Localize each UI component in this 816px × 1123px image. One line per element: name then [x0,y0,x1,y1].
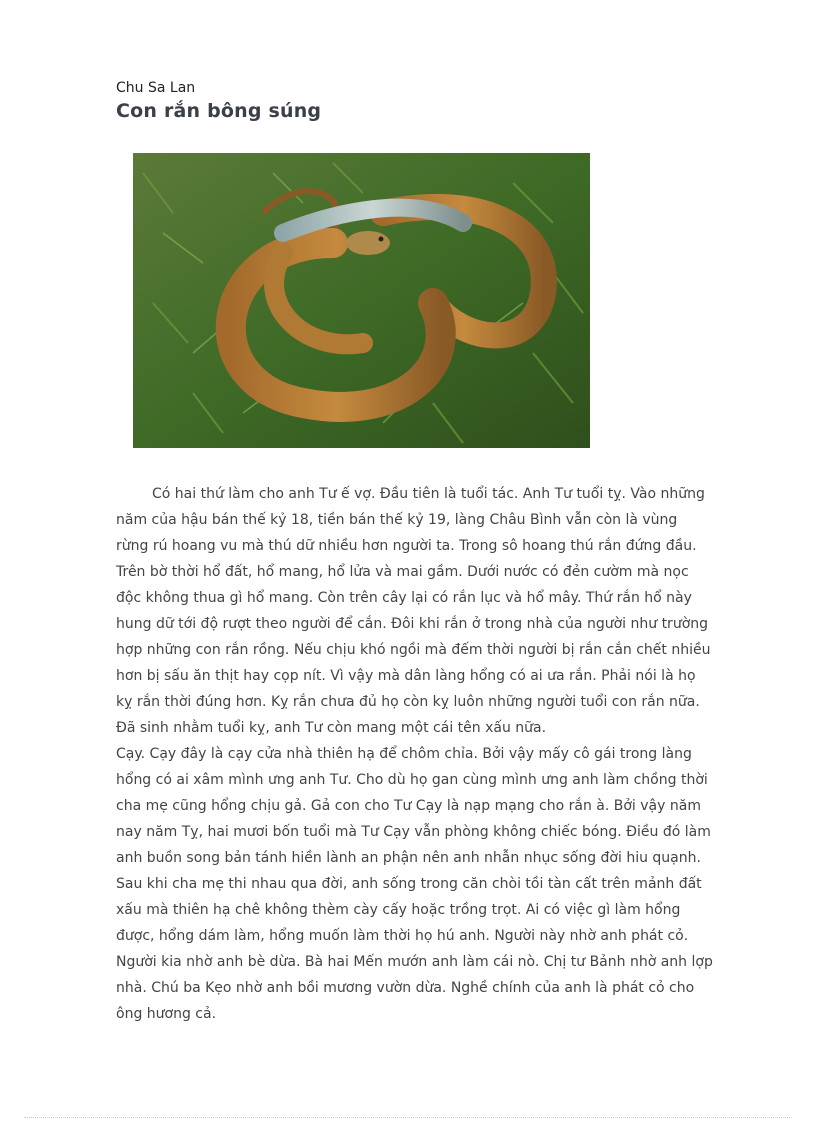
footer-divider [24,1117,792,1118]
snake-photo-icon [133,153,590,448]
story-line: xấu mà thiên hạ chê không thèm cày cấy hoặc trồng trọt. Ai có việc gì làm hổng [116,902,681,918]
story-line: Sau khi cha mẹ thi nhau qua đời, anh sống trong căn chòi tồi tàn cất trên mảnh đất [116,876,702,892]
author-name: Chu Sa Lan [116,80,196,96]
story-line: được, hổng dám làm, hổng muốn làm thời họ hú anh. Người này nhờ anh phát cỏ. [116,928,689,944]
story-line: hung dữ tới độ rượt theo người để cắn. Đôi khi rắn ở trong nhà của người như trường [116,616,709,632]
story-line: hợp những con rắn rồng. Nếu chịu khó ngồi mà đếm thời người bị rắn cắn chết nhiều [116,642,711,658]
story-line: rừng rú hoang vu mà thú dữ nhiều hơn người ta. Trong sô hoang thú rắn đứng đầu. [116,538,697,554]
story-line: nay năm Tỵ, hai mươi bốn tuổi mà Tư Cạy vẫn phòng không chiếc bóng. Điều đó làm [116,824,711,840]
story-line: kỵ rắn thời đúng hơn. Kỵ rắn chưa đủ họ còn kỵ luôn những người tuổi con rắn nữa. [116,694,700,710]
story-body [116,481,741,1027]
story-line: anh buồn song bản tánh hiền lành an phận nên anh nhẫn nhục sống đời hiu quạnh. [116,850,701,866]
story-line: độc không thua gì hổ mang. Còn trên cây lại có rắn lục và hổ mây. Thứ rắn hổ này [116,590,692,606]
story-line: hổng có ai xâm mình ưng anh Tư. Cho dù họ gan cùng mình ưng anh làm chồng thời [116,772,708,788]
story-line: hơn bị sấu ăn thịt hay cọp nít. Vì vậy mà dân làng hổng có ai ưa rắn. Phải nói là họ [116,668,696,684]
story-title: Con rắn bông súng [116,100,322,122]
story-line: Có hai thứ làm cho anh Tư ế vợ. Đầu tiên là tuổi tác. Anh Tư tuổi tỵ. Vào những [152,486,705,502]
story-line: Trên bờ thời hổ đất, hổ mang, hổ lửa và mai gầm. Dưới nước có đẻn cườm mà nọc [116,564,689,580]
story-line: Cạy. Cạy đây là cạy cửa nhà thiên hạ để chôm chỉa. Bởi vậy mấy cô gái trong làng [116,746,692,762]
story-line: Đã sinh nhằm tuổi kỵ, anh Tư còn mang một cái tên xấu nữa. [116,720,547,736]
story-line: ông hương cả. [116,1006,217,1022]
story-line: cha mẹ cũng hổng chịu gả. Gả con cho Tư Cạy là nạp mạng cho rắn à. Bởi vậy năm [116,798,701,814]
story-line: nhà. Chú ba Kẹo nhờ anh bồi mương vườn dừa. Nghề chính của anh là phát cỏ cho [116,980,695,996]
story-line: Người kia nhờ anh bè dừa. Bà hai Mến mướn anh làm cái nò. Chị tư Bảnh nhờ anh lợp [116,954,713,970]
snake-photo [133,153,590,448]
story-line: năm của hậu bán thế kỷ 18, tiền bán thế kỷ 19, làng Châu Bình vẫn còn là vùng [116,512,678,528]
